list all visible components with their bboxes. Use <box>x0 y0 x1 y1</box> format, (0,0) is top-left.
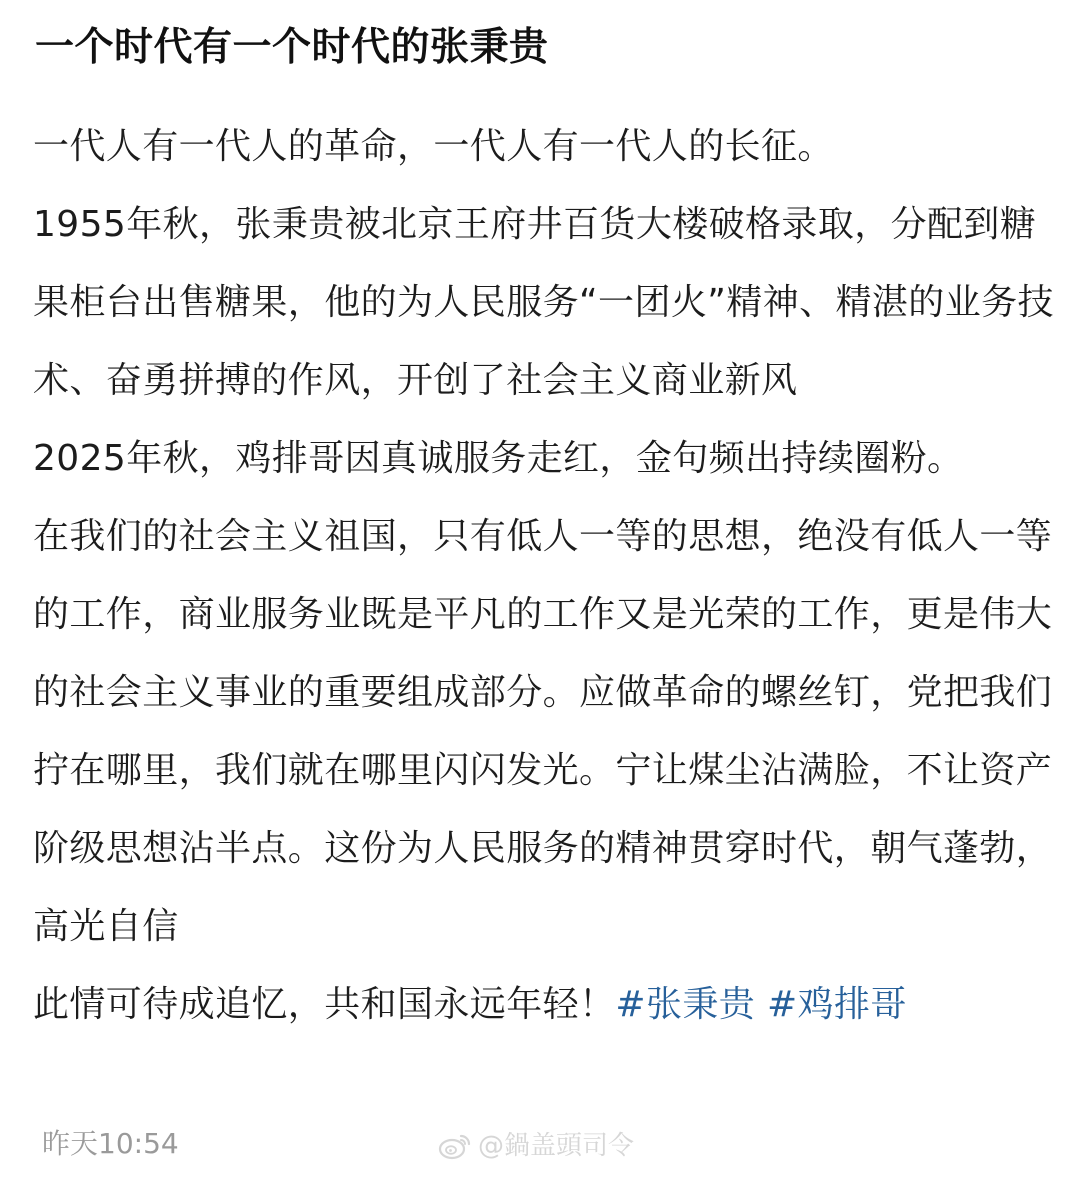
post-timestamp: 昨天10:54 <box>42 1127 179 1160</box>
post-body <box>33 108 1058 1044</box>
post-footer <box>0 1120 1080 1170</box>
paragraph-2025: 2025年秋，鸡排哥因真诚服务走红，金句频出持续圈粉。 <box>33 438 964 479</box>
paragraph-spirit: 在我们的社会主义祖国，只有低人一等的思想，绝没有低人一等的工作，商业服务业既是平凡的工作又是光荣的工作，更是伟大的社会主义事业的重要组成部分。应做革命的螺丝钉，党把我们拧在哪里，我们就在哪里闪闪发光。宁让煤尘沾满脸，不让资产阶级思想沾半点。这份为人民服务的精神贯穿时代，朝气蓬勃，高光自信 <box>33 516 1053 947</box>
hashtag-zhang-binggui[interactable]: #张秉贵 <box>615 984 756 1025</box>
weibo-logo-icon <box>438 1132 472 1160</box>
post-title: 一个时代有一个时代的张秉贵 <box>35 25 549 70</box>
closing-line <box>33 966 1058 1044</box>
watermark <box>438 1128 634 1164</box>
hashtag-jipaige[interactable]: #鸡排哥 <box>767 984 907 1025</box>
paragraph-1955: 1955年秋，张秉贵被北京王府井百货大楼破格录取，分配到糖果柜台出售糖果，他的为人民服务“一团火”精神、精湛的业务技术、奋勇拼搏的作风，开创了社会主义商业新风 <box>33 204 1054 401</box>
watermark-text: @鍋盖頭司令 <box>478 1131 635 1161</box>
closing-text: 此情可待成追忆，共和国永远年轻！ <box>33 984 616 1025</box>
paragraph-intro: 一代人有一代人的革命，一代人有一代人的长征。 <box>33 126 834 167</box>
